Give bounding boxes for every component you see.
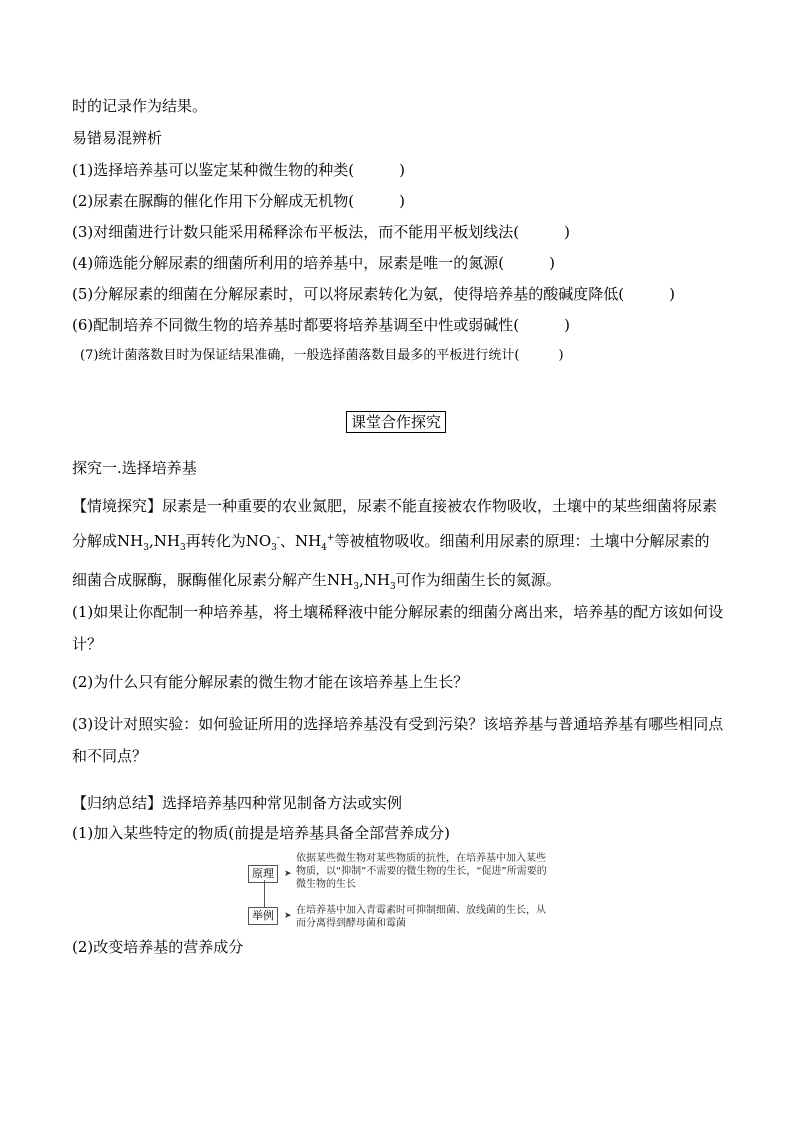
judge-item: (5)分解尿素的细菌在分解尿素时，可以将尿素转化为氨，使得培养基的酸碱度降低( ): [72, 285, 675, 303]
continuation-line: 时的记录作为结果。: [72, 97, 208, 115]
scenario-text: 再转化为: [185, 532, 246, 550]
principle-tag: 原理: [248, 865, 278, 883]
scenario-paragraph: 【情境探究】尿素是一种重要的农业氮肥，尿素不能直接被农作物吸收，土壤中的某些细菌将尿素分解成$NH_3,NH_3$再转化为$NO_3^-$、$NH_4^+$等被植物吸收。细菌利用尿素的原理：土壤中分解尿素的细菌合成脲酶，脲酶催化尿素分解产生$NH_3,NH_3$可作为细菌生长的氮源。: [72, 497, 718, 592]
chem-no3: $NO_3^-$: [245, 532, 280, 553]
judge-item: (3)对细菌进行计数只能采用稀释涂布平板法，而不能用平板划线法( ): [72, 223, 570, 241]
chem-nh3: $NH_3$: [117, 532, 149, 553]
explore-heading: 探究一.选择培养基: [72, 459, 197, 477]
question-2: (2)为什么只有能分解尿素的微生物才能在该培养基上生长？: [72, 673, 469, 691]
chem-nh3: $NH_3$: [153, 532, 186, 553]
section-title: 课堂合作探究: [346, 411, 446, 433]
judge-item: (6)配制培养不同微生物的培养基时都要将培养基调至中性或弱碱性( ): [72, 316, 570, 334]
judge-heading: 易错易混辨析: [72, 129, 163, 147]
question-3: (3)设计对照实验：如何验证所用的选择培养基没有受到污染？该培养基与普通培养基有哪些相同点和不同点？: [72, 715, 724, 765]
summary-label: 【归纳总结】: [72, 794, 163, 812]
chem-nh3: $NH_3$: [363, 571, 396, 592]
question-1: (1)如果让你配制一种培养基，将土壤稀释液中能分解尿素的细菌分离出来，培养基的配方该如何设计？: [72, 603, 724, 653]
summary-text: 选择培养基四种常见制备方法或实例: [162, 794, 403, 812]
method-1: (1)加入某些特定的物质(前提是培养基具备全部营养成分): [72, 824, 450, 842]
selection-diagram: [248, 850, 548, 934]
connector-line: [264, 880, 265, 908]
arrow-icon: ➤: [284, 911, 292, 921]
scenario-text: 等被植物吸收。细菌利用尿素的原理：土壤中分解尿素的细菌合成脲酶，脲酶催化尿素分解产生: [72, 532, 710, 589]
scenario-text: 尿素是一种重要的农业氮肥，尿素不能直接被农作物吸收，土壤中的某些细菌将尿素分解成: [72, 497, 718, 550]
judge-item: (4)筛选能分解尿素的细菌所利用的培养基中，尿素是唯一的氮源( ): [72, 254, 555, 272]
scenario-label: 【情境探究】: [72, 497, 163, 515]
scenario-text: 可作为细菌生长的氮源。: [395, 571, 561, 589]
judge-item: (7)统计菌落数目时为保证结果准确，一般选择菌落数目最多的平板进行统计( ): [80, 348, 564, 363]
example-text: 在培养基中加入青霉素时可抑制细菌、放线菌的生长，从而分离得到酵母菌和霉菌: [296, 905, 546, 929]
arrow-icon: ➤: [284, 869, 292, 879]
chem-nh4: $NH_4^+$: [294, 532, 335, 553]
method-2: (2)改变培养基的营养成分: [72, 938, 244, 956]
example-tag: 举例: [248, 907, 278, 925]
judge-item: (2)尿素在脲酶的催化作用下分解成无机物( ): [72, 192, 405, 210]
judge-item: (1)选择培养基可以鉴定某种微生物的种类( ): [72, 161, 405, 179]
principle-text: 依据某些微生物对某些物质的抗性，在培养基中加入某些物质，以“抑制”不需要的微生物的生长，“促进”所需要的微生物的生长: [296, 853, 547, 890]
chem-nh3: $NH_3$: [327, 571, 359, 592]
summary-line: [72, 793, 402, 813]
